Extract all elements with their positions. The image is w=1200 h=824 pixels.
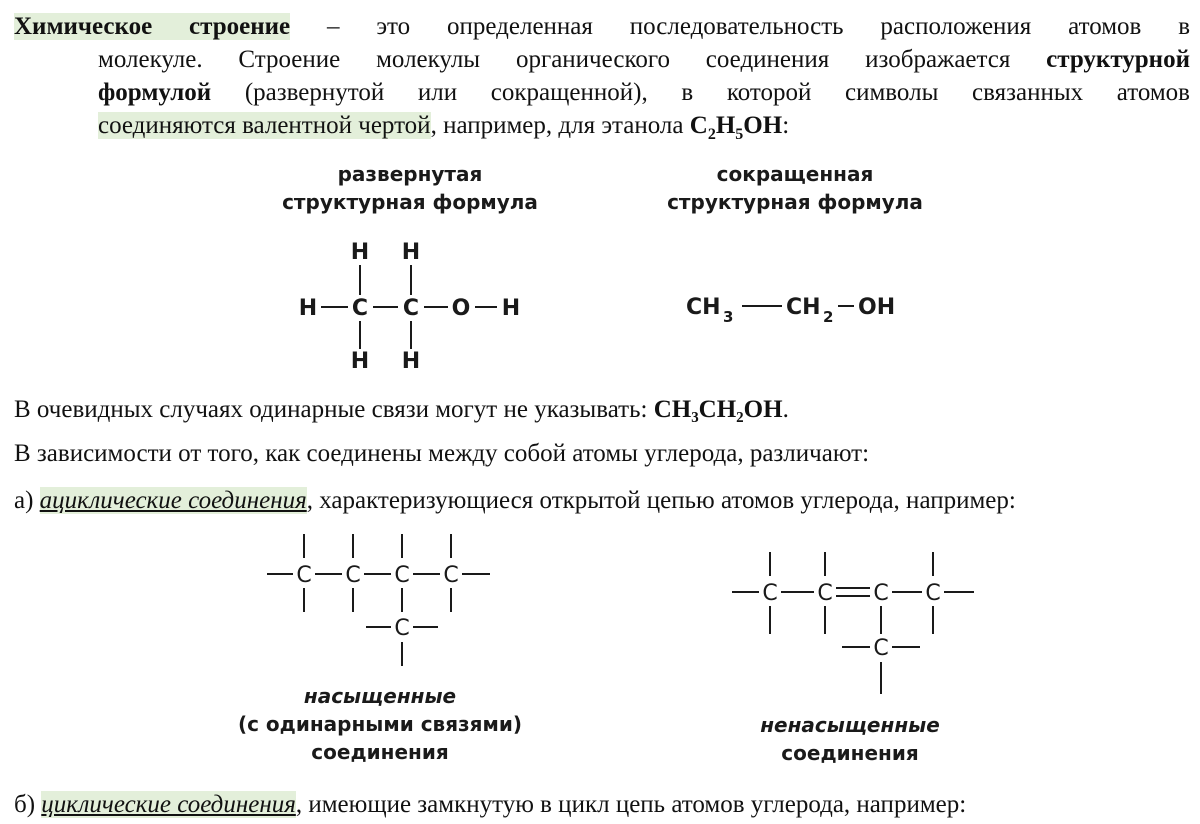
condensed-ch3: CH (686, 295, 721, 320)
term-chemical-structure: Химическое строение (14, 13, 291, 40)
atom-c-sat-2: C (345, 563, 361, 588)
condensed-formula-inline: CH₃CH₂OH (653, 396, 783, 423)
expanded-formula-label: развернутая структурная формула (282, 162, 538, 214)
atom-h-top-2: H (401, 240, 421, 265)
atom-h-top-1: H (350, 240, 370, 265)
condensed-ch2: CH (786, 295, 821, 320)
term-acyclic: ациклические соединения (39, 487, 307, 514)
atom-c-unsat-2: C (817, 581, 833, 606)
saturated-carbon-chain (262, 532, 502, 672)
atom-c-1: C (351, 296, 369, 321)
intro-line-4: соединяются валентной чертой, например, для этанола $C_2H_5OH$: (98, 112, 790, 143)
atom-c-unsat-4: C (925, 581, 941, 606)
term-cyclic: циклические соединения (41, 791, 296, 818)
atom-h-right: H (501, 296, 521, 321)
condensed-ethanol-structure (686, 290, 926, 330)
atom-h-bottom-1: H (350, 349, 370, 374)
acyclic-paragraph: а) ациклические соединения, характеризующиеся открытой цепью атомов углерода, например: (14, 487, 1016, 514)
atom-h-left: H (298, 296, 318, 321)
expanded-ethanol-structure (285, 235, 545, 375)
ethanol-formula: $C_2H_5OH$ (689, 112, 783, 143)
intro-line-3: формулой (развернутой или сокращенной), в которой символы связанных атомов (98, 79, 1190, 106)
intro-line-2: молекуле. Строение молекулы органического соединения изображается структурной (98, 46, 1190, 73)
atom-h-bottom-2: H (401, 349, 421, 374)
valence-bond-phrase: соединяются валентной чертой (98, 112, 431, 139)
condensed-sub-3: 3 (723, 308, 734, 326)
unsaturated-carbon-chain (728, 548, 988, 698)
term-formula: формулой (98, 79, 212, 106)
atom-c-sat-4: C (443, 563, 459, 588)
atom-o: O (451, 296, 471, 321)
atom-c-sat-3: C (394, 563, 410, 588)
atom-c-2: C (402, 296, 420, 321)
condensed-formula-label: сокращенная структурная формула (667, 162, 923, 214)
condensed-sub-2: 2 (823, 308, 834, 326)
condensed-oh: OH (858, 295, 896, 320)
atom-c-unsat-3: C (873, 581, 889, 606)
atom-c-unsat-branch: C (873, 636, 889, 661)
atom-c-sat-1: C (296, 563, 312, 588)
saturated-caption: насыщенные (с одинарными связями) соединения (237, 684, 523, 764)
single-bonds-paragraph: В очевидных случаях одинарные связи могут не указывать: CH₃CH₂OH. (14, 396, 789, 423)
classification-paragraph: В зависимости от того, как соединены между собой атомы углерода, различают: (14, 440, 870, 467)
intro-line-1: Химическое строение – это определенная последовательность расположения атомов в (14, 13, 1191, 40)
atom-c-unsat-1: C (762, 581, 778, 606)
atom-c-sat-branch: C (394, 616, 410, 641)
unsaturated-caption: ненасыщенные соединения (760, 713, 940, 765)
term-structural: структурной (1046, 46, 1190, 73)
cyclic-paragraph: б) циклические соединения, имеющие замкнутую в цикл цепь атомов углерода, например: (14, 791, 967, 818)
